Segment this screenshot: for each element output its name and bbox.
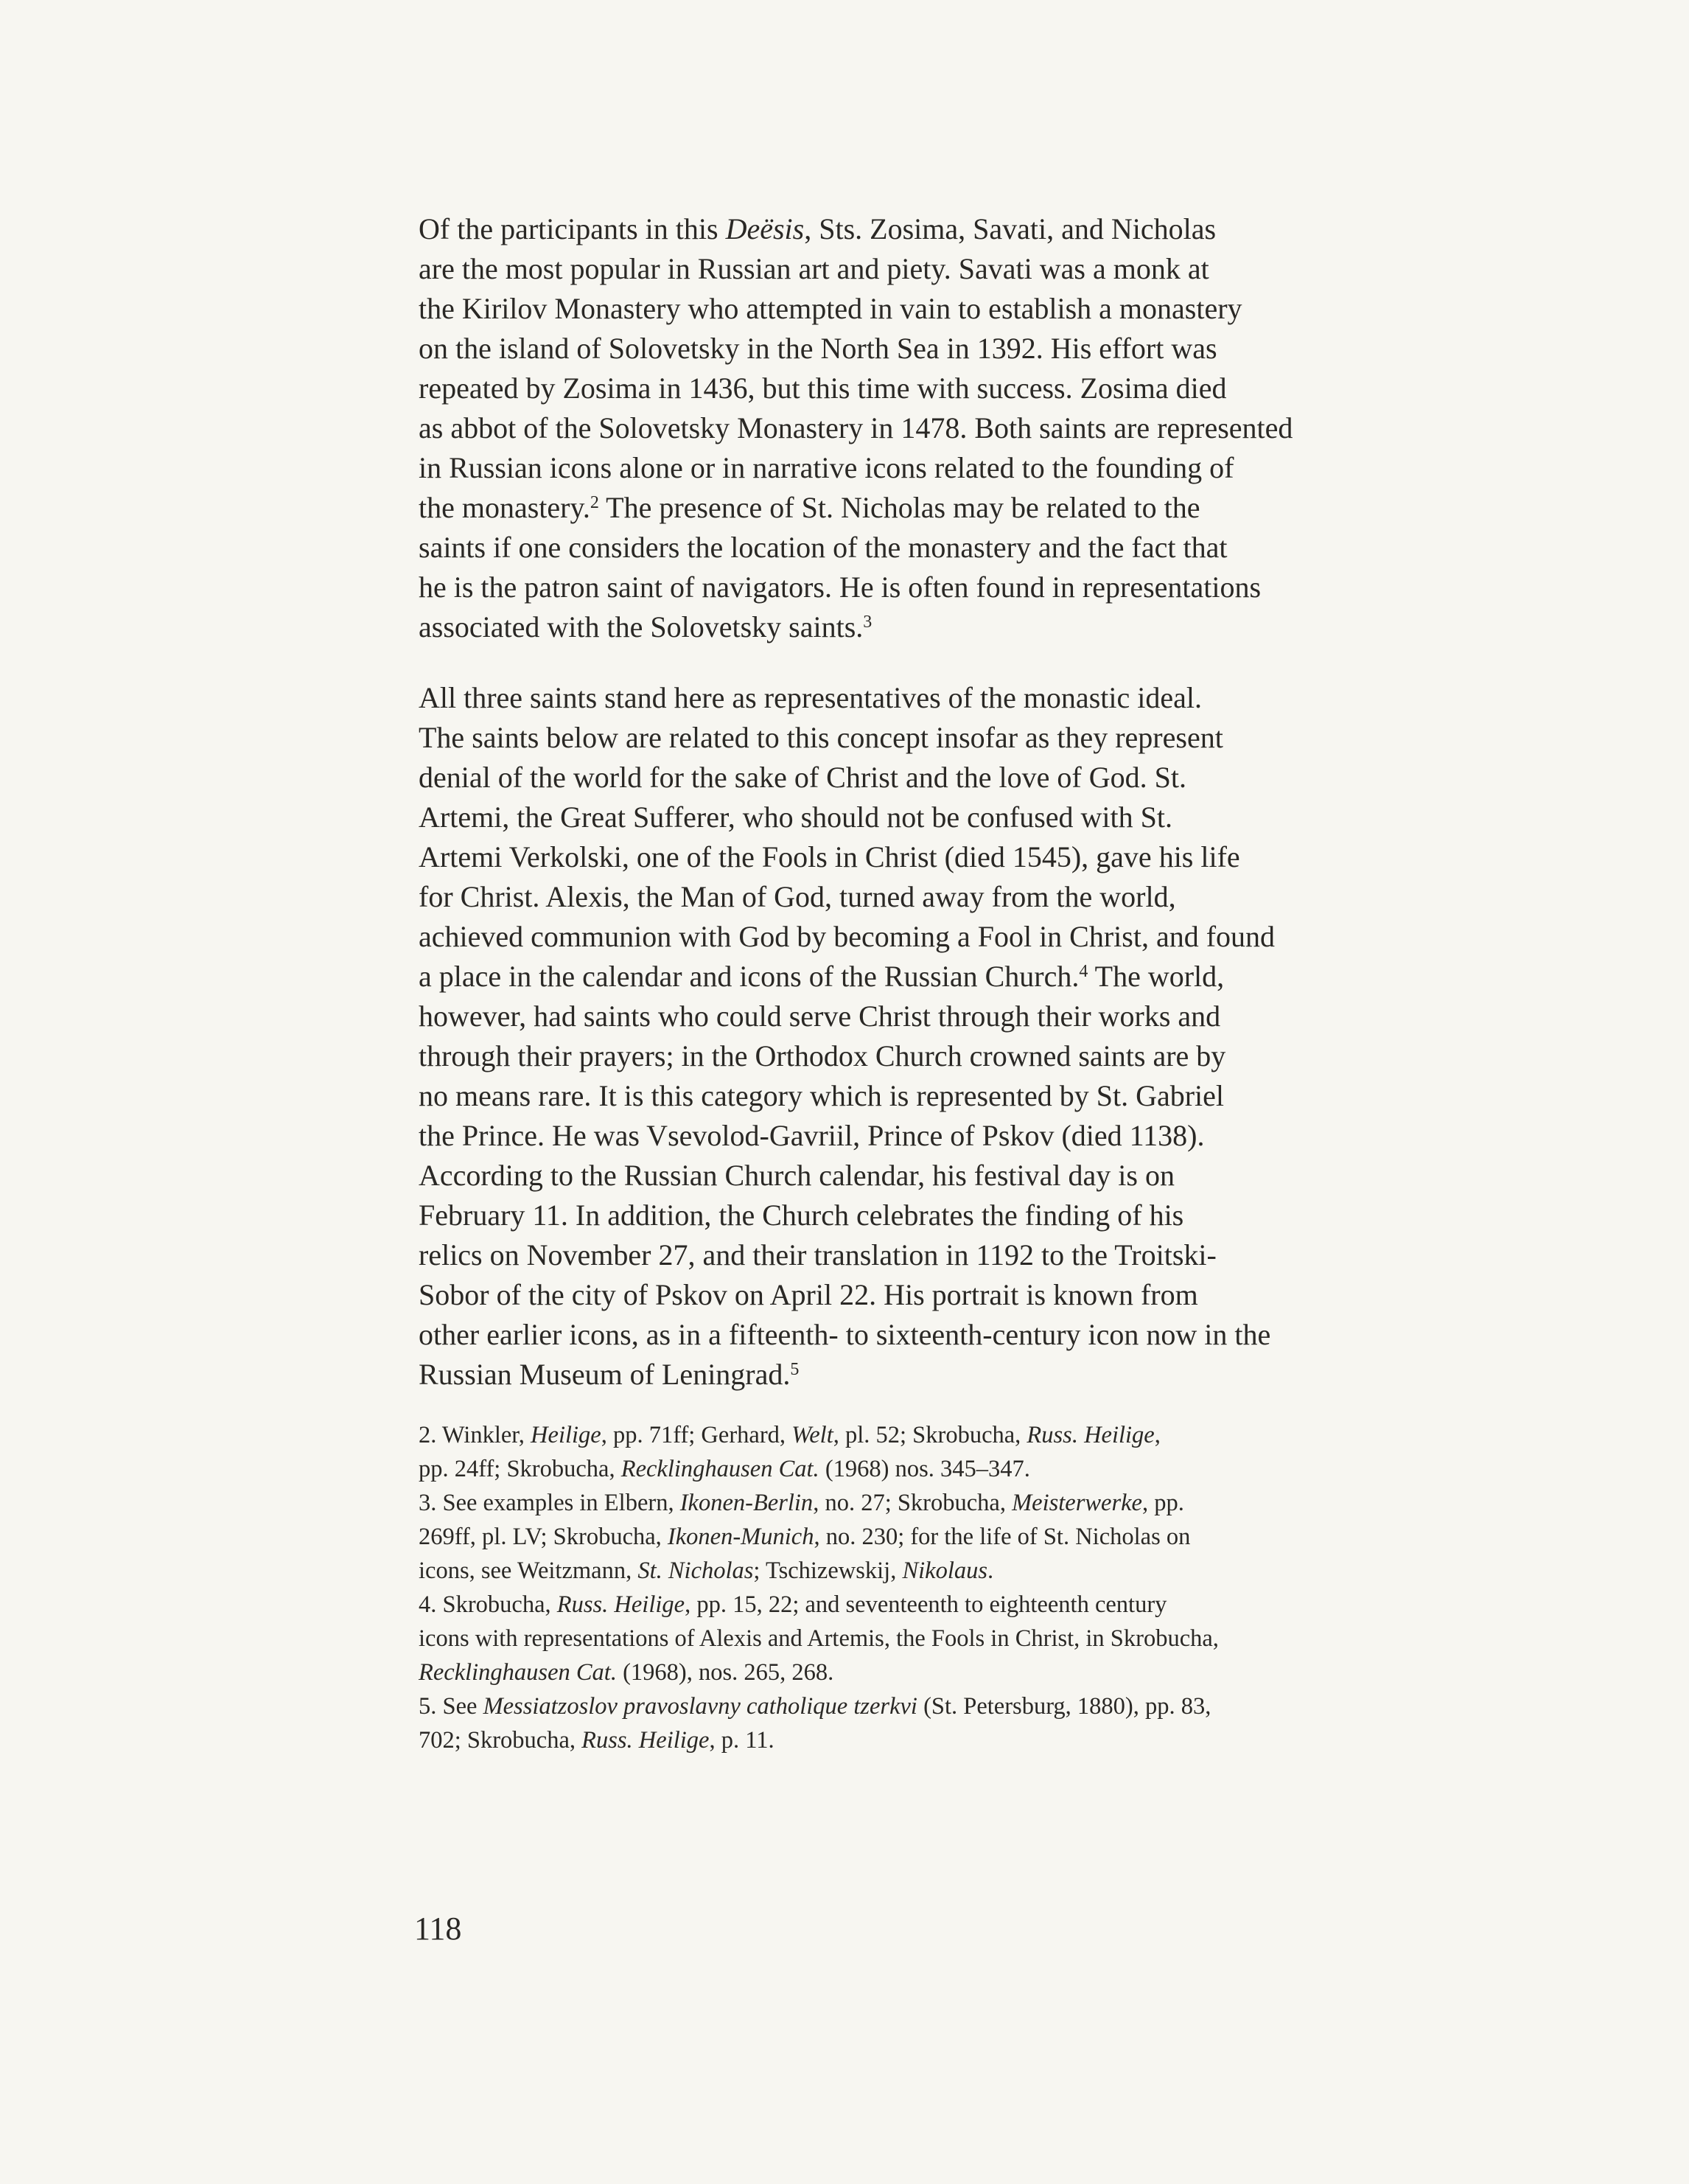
text-line — [419, 1196, 1494, 1235]
italic-text: Recklinghausen Cat. — [419, 1659, 617, 1686]
text-line — [419, 209, 1494, 249]
text-run: Sobor of the city of Pskov on April 22. His portrait is known from — [419, 1278, 1198, 1311]
text-line — [419, 1076, 1494, 1116]
text-run: , pp. 15, 22; and seventeenth to eighteenth century — [685, 1591, 1167, 1618]
text-line — [419, 1116, 1494, 1156]
text-line — [419, 1275, 1494, 1315]
text-line — [419, 448, 1494, 488]
text-line — [419, 957, 1494, 997]
text-line — [419, 678, 1494, 718]
text-line — [419, 289, 1494, 329]
footnotes — [419, 1418, 1494, 1757]
text-run: 5. See — [419, 1693, 483, 1720]
text-line — [419, 798, 1494, 837]
page-number: 118 — [414, 1911, 462, 1947]
italic-text: Russ. Heilige — [1027, 1422, 1155, 1448]
text-run: achieved communion with God by becoming a Fool in Christ, and found — [419, 920, 1276, 953]
text-run: Artemi Verkolski, one of the Fools in Christ (died 1545), gave his life — [419, 840, 1240, 873]
text-run: in Russian icons alone or in narrative icons related to the founding of — [419, 451, 1234, 484]
text-line — [419, 997, 1494, 1036]
text-run: , p. 11. — [709, 1727, 774, 1754]
italic-text: Ikonen-Munich — [667, 1524, 814, 1550]
footnote-line — [419, 1622, 1494, 1656]
text-line — [419, 718, 1494, 758]
italic-text: Messiatzoslov pravoslavny catholique tzerkvi — [483, 1693, 917, 1720]
text-run: a place in the calendar and icons of the Russian Church. — [419, 960, 1080, 993]
paragraph-1 — [419, 209, 1494, 647]
footnote-line — [419, 1723, 1494, 1757]
italic-text: St. Nicholas — [637, 1557, 754, 1584]
text-run: for Christ. Alexis, the Man of God, turned away from the world, — [419, 880, 1176, 913]
text-run: are the most popular in Russian art and piety. Savati was a monk at — [419, 252, 1209, 285]
text-run: repeated by Zosima in 1436, but this time with success. Zosima died — [419, 371, 1227, 405]
text-run: Russian Museum of Leningrad. — [419, 1358, 791, 1391]
text-run: All three saints stand here as representatives of the monastic ideal. — [419, 681, 1202, 714]
text-line — [419, 917, 1494, 957]
text-line — [419, 408, 1494, 448]
text-run: icons, see Weitzmann, — [419, 1557, 638, 1584]
text-line — [419, 568, 1494, 607]
text-line — [419, 1355, 1494, 1395]
italic-text: Meisterwerke — [1012, 1490, 1142, 1516]
text-line — [419, 249, 1494, 289]
text-line — [419, 369, 1494, 408]
text-line — [419, 1235, 1494, 1275]
text-run: The saints below are related to this concept insofar as they represent — [419, 721, 1223, 754]
text-run: , — [1154, 1422, 1161, 1448]
italic-text: Recklinghausen Cat. — [620, 1456, 819, 1482]
text-run: , no. 27; Skrobucha, — [813, 1490, 1013, 1516]
text-run: The world, — [1088, 960, 1225, 993]
italic-text: Deësis — [725, 212, 805, 245]
text-run: pp. 24ff; Skrobucha, — [419, 1456, 621, 1482]
text-run: , no. 230; for the life of St. Nicholas on — [814, 1524, 1191, 1550]
text-line — [419, 877, 1494, 917]
italic-text: Ikonen-Berlin — [679, 1490, 814, 1516]
paragraph-2 — [419, 678, 1494, 1395]
text-run: , pp. 71ff; Gerhard, — [601, 1422, 792, 1448]
text-line — [419, 488, 1494, 528]
text-run: , pp. — [1141, 1490, 1184, 1516]
text-run: Artemi, the Great Sufferer, who should not be confused with St. — [419, 800, 1173, 834]
footnote-line — [419, 1418, 1494, 1452]
text-run: icons with representations of Alexis and Artemis, the Fools in Christ, in Skrobucha, — [419, 1625, 1219, 1652]
footnote-line — [419, 1452, 1494, 1486]
text-run: Of the participants in this — [419, 212, 726, 245]
footnote-reference: 5 — [790, 1359, 800, 1379]
text-run: 4. Skrobucha, — [419, 1591, 557, 1618]
text-run: , pl. 52; Skrobucha, — [833, 1422, 1027, 1448]
text-line — [419, 329, 1494, 369]
text-run: February 11. In addition, the Church celebrates the finding of his — [419, 1199, 1184, 1232]
footnote-reference: 3 — [863, 612, 873, 632]
text-run: associated with the Solovetsky saints. — [419, 610, 864, 643]
text-run: 3. See examples in Elbern, — [419, 1490, 680, 1516]
footnote-line — [419, 1554, 1494, 1588]
italic-text: Nikolaus — [902, 1557, 988, 1584]
text-line — [419, 1315, 1494, 1355]
text-run: the Kirilov Monastery who attempted in vain to establish a monastery — [419, 292, 1242, 325]
text-line — [419, 607, 1494, 647]
italic-text: Heilige — [531, 1422, 601, 1448]
text-line — [419, 1036, 1494, 1076]
text-line — [419, 528, 1494, 568]
text-run: According to the Russian Church calendar, his festival day is on — [419, 1159, 1175, 1192]
text-run: , Sts. Zosima, Savati, and Nicholas — [804, 212, 1217, 245]
text-line — [419, 758, 1494, 798]
text-run: (St. Petersburg, 1880), pp. 83, — [917, 1693, 1211, 1720]
text-run: 269ff, pl. LV; Skrobucha, — [419, 1524, 668, 1550]
text-run: other earlier icons, as in a fifteenth- to sixteenth-century icon now in the — [419, 1318, 1271, 1351]
text-run: no means rare. It is this category which is represented by St. Gabriel — [419, 1079, 1225, 1112]
text-run: relics on November 27, and their translation in 1192 to the Troitski- — [419, 1238, 1217, 1271]
text-run: 702; Skrobucha, — [419, 1727, 582, 1754]
footnote-line — [419, 1486, 1494, 1520]
footnote-reference: 4 — [1079, 961, 1088, 981]
footnote-line — [419, 1689, 1494, 1723]
text-run: as abbot of the Solovetsky Monastery in 1478. Both saints are represented — [419, 411, 1293, 444]
text-run: (1968), nos. 265, 268. — [616, 1659, 834, 1686]
text-run: . — [987, 1557, 994, 1584]
text-run: saints if one considers the location of the monastery and the fact that — [419, 531, 1228, 564]
text-run: he is the patron saint of navigators. He is often found in representations — [419, 571, 1262, 604]
text-line — [419, 1156, 1494, 1196]
text-run: denial of the world for the sake of Christ and the love of God. St. — [419, 761, 1186, 794]
text-run: the monastery. — [419, 491, 590, 524]
text-run: 2. Winkler, — [419, 1422, 531, 1448]
italic-text: Russ. Heilige — [581, 1727, 710, 1754]
italic-text: Welt — [791, 1422, 833, 1448]
text-run: ; Tschizewskij, — [753, 1557, 903, 1584]
text-run: the Prince. He was Vsevolod-Gavriil, Prince of Pskov (died 1138). — [419, 1119, 1205, 1152]
footnote-line — [419, 1588, 1494, 1622]
footnote-line — [419, 1520, 1494, 1554]
text-run: however, had saints who could serve Christ through their works and — [419, 999, 1221, 1033]
text-line — [419, 837, 1494, 877]
text-run: (1968) nos. 345–347. — [819, 1456, 1030, 1482]
footnote-line — [419, 1656, 1494, 1689]
text-run: on the island of Solovetsky in the North Sea in 1392. His effort was — [419, 332, 1217, 365]
text-run: The presence of St. Nicholas may be related to the — [598, 491, 1200, 524]
italic-text: Russ. Heilige — [556, 1591, 685, 1618]
footnote-reference: 2 — [590, 492, 599, 512]
text-run: through their prayers; in the Orthodox Church crowned saints are by — [419, 1039, 1226, 1072]
